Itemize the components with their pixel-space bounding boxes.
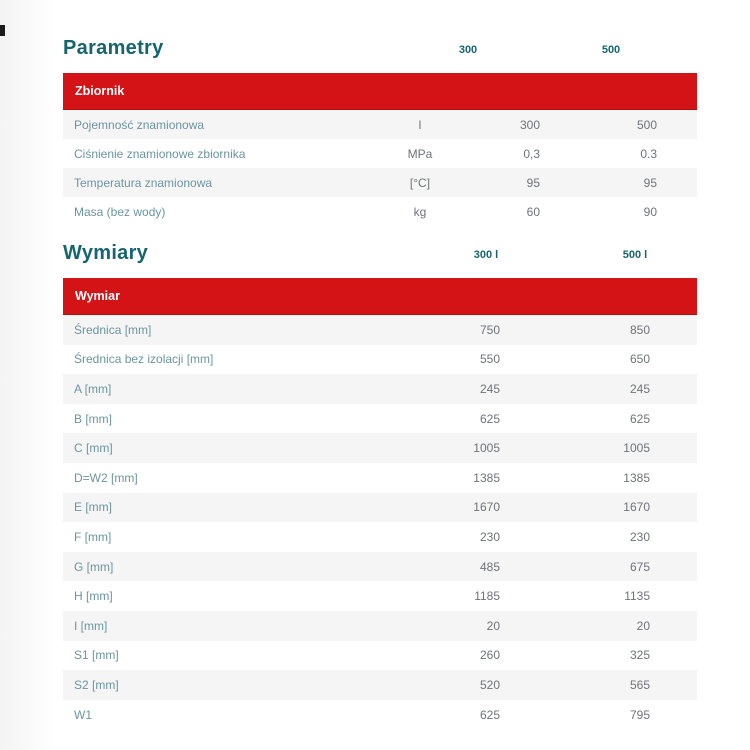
row-unit: kg bbox=[413, 204, 427, 219]
row-value-300l: 1185 bbox=[474, 589, 500, 604]
row-value-300l: 245 bbox=[479, 381, 500, 396]
section-header-parametry bbox=[63, 37, 697, 60]
table-row bbox=[63, 345, 697, 375]
section-title-parametry: Parametry bbox=[63, 37, 164, 59]
table-row bbox=[63, 463, 697, 493]
row-value-300l: 230 bbox=[479, 529, 500, 544]
table-banner-wymiar bbox=[63, 278, 697, 315]
row-label: I [mm] bbox=[74, 618, 108, 633]
row-value-300l: 520 bbox=[479, 677, 500, 692]
table-row bbox=[63, 611, 697, 641]
row-unit: [°C] bbox=[409, 175, 431, 190]
table-row bbox=[63, 493, 697, 523]
row-value-300: 60 bbox=[526, 204, 540, 219]
table-row bbox=[63, 433, 697, 463]
row-label: B [mm] bbox=[74, 411, 112, 426]
scan-edge-mark bbox=[0, 25, 5, 36]
table-row bbox=[63, 110, 697, 139]
row-value-500: 90 bbox=[643, 204, 657, 219]
row-label: Średnica [mm] bbox=[74, 322, 152, 337]
table-row bbox=[63, 168, 697, 197]
row-value-500l: 1670 bbox=[623, 500, 650, 515]
section-title-wymiary: Wymiary bbox=[63, 242, 149, 264]
row-label: G [mm] bbox=[74, 559, 114, 574]
row-value-500l: 625 bbox=[629, 411, 650, 426]
column-header-500: 500 bbox=[601, 44, 621, 56]
row-unit: l bbox=[418, 117, 422, 132]
row-label: Średnica bez izolacji [mm] bbox=[74, 352, 214, 367]
row-value-500l: 1385 bbox=[623, 470, 650, 485]
row-unit: MPa bbox=[407, 146, 433, 161]
row-value-300: 95 bbox=[526, 175, 540, 190]
row-label: S1 [mm] bbox=[74, 648, 119, 663]
row-label: Pojemność znamionowa bbox=[74, 117, 205, 132]
row-value-500l: 325 bbox=[629, 648, 650, 663]
row-value-500l: 850 bbox=[629, 322, 650, 337]
row-value-500l: 565 bbox=[629, 677, 650, 692]
row-value-300: 300 bbox=[519, 117, 540, 132]
row-value-500l: 230 bbox=[629, 529, 650, 544]
table-row bbox=[63, 581, 697, 611]
row-value-300l: 750 bbox=[479, 322, 500, 337]
parametry-table bbox=[63, 110, 697, 226]
column-header-300l: 300 l bbox=[473, 249, 499, 261]
table-row bbox=[63, 315, 697, 345]
table-banner-label: Wymiar bbox=[75, 289, 120, 303]
row-value-500l: 650 bbox=[629, 352, 650, 367]
spec-content bbox=[63, 0, 697, 729]
row-value-500: 0.3 bbox=[640, 146, 657, 161]
table-banner-zbiornik bbox=[63, 73, 697, 110]
row-label: Temperatura znamionowa bbox=[74, 175, 213, 190]
row-value-300l: 550 bbox=[479, 352, 500, 367]
row-value-500l: 245 bbox=[629, 381, 650, 396]
row-value-500l: 1005 bbox=[623, 441, 650, 456]
table-row bbox=[63, 670, 697, 700]
table-row bbox=[63, 522, 697, 552]
column-header-300: 300 bbox=[458, 44, 478, 56]
row-label: Masa (bez wody) bbox=[74, 204, 166, 219]
row-value-300l: 625 bbox=[479, 707, 500, 722]
table-banner-label: Zbiornik bbox=[75, 84, 125, 98]
row-value-300l: 625 bbox=[479, 411, 500, 426]
row-value-500l: 795 bbox=[629, 707, 650, 722]
row-value-500l: 20 bbox=[636, 618, 650, 633]
row-value-500l: 1135 bbox=[624, 589, 650, 604]
table-row bbox=[63, 552, 697, 582]
table-row bbox=[63, 139, 697, 168]
table-row bbox=[63, 374, 697, 404]
row-value-300l: 1385 bbox=[473, 470, 500, 485]
row-label: E [mm] bbox=[74, 500, 112, 515]
table-row bbox=[63, 641, 697, 671]
row-label: A [mm] bbox=[74, 381, 112, 396]
table-row bbox=[63, 197, 697, 226]
row-label: S2 [mm] bbox=[74, 677, 119, 692]
row-value-300l: 260 bbox=[479, 648, 500, 663]
row-label: D=W2 [mm] bbox=[74, 470, 138, 485]
row-value-500l: 675 bbox=[629, 559, 650, 574]
row-value-300l: 1005 bbox=[473, 441, 500, 456]
row-value-500: 500 bbox=[636, 117, 657, 132]
row-value-300l: 485 bbox=[479, 559, 500, 574]
row-label: Ciśnienie znamionowe zbiornika bbox=[74, 146, 246, 161]
row-value-300l: 1670 bbox=[473, 500, 500, 515]
row-label: C [mm] bbox=[74, 441, 113, 456]
row-value-500: 95 bbox=[643, 175, 657, 190]
column-header-500l: 500 l bbox=[622, 249, 648, 261]
row-label: F [mm] bbox=[74, 529, 112, 544]
row-value-300l: 20 bbox=[486, 618, 500, 633]
row-label: H [mm] bbox=[74, 589, 113, 604]
wymiary-table bbox=[63, 315, 697, 729]
row-label: W1 bbox=[74, 707, 92, 722]
table-row bbox=[63, 404, 697, 434]
row-value-300: 0,3 bbox=[523, 146, 540, 161]
left-edge-shading bbox=[0, 0, 56, 750]
section-header-wymiary bbox=[63, 242, 697, 265]
table-row bbox=[63, 700, 697, 730]
